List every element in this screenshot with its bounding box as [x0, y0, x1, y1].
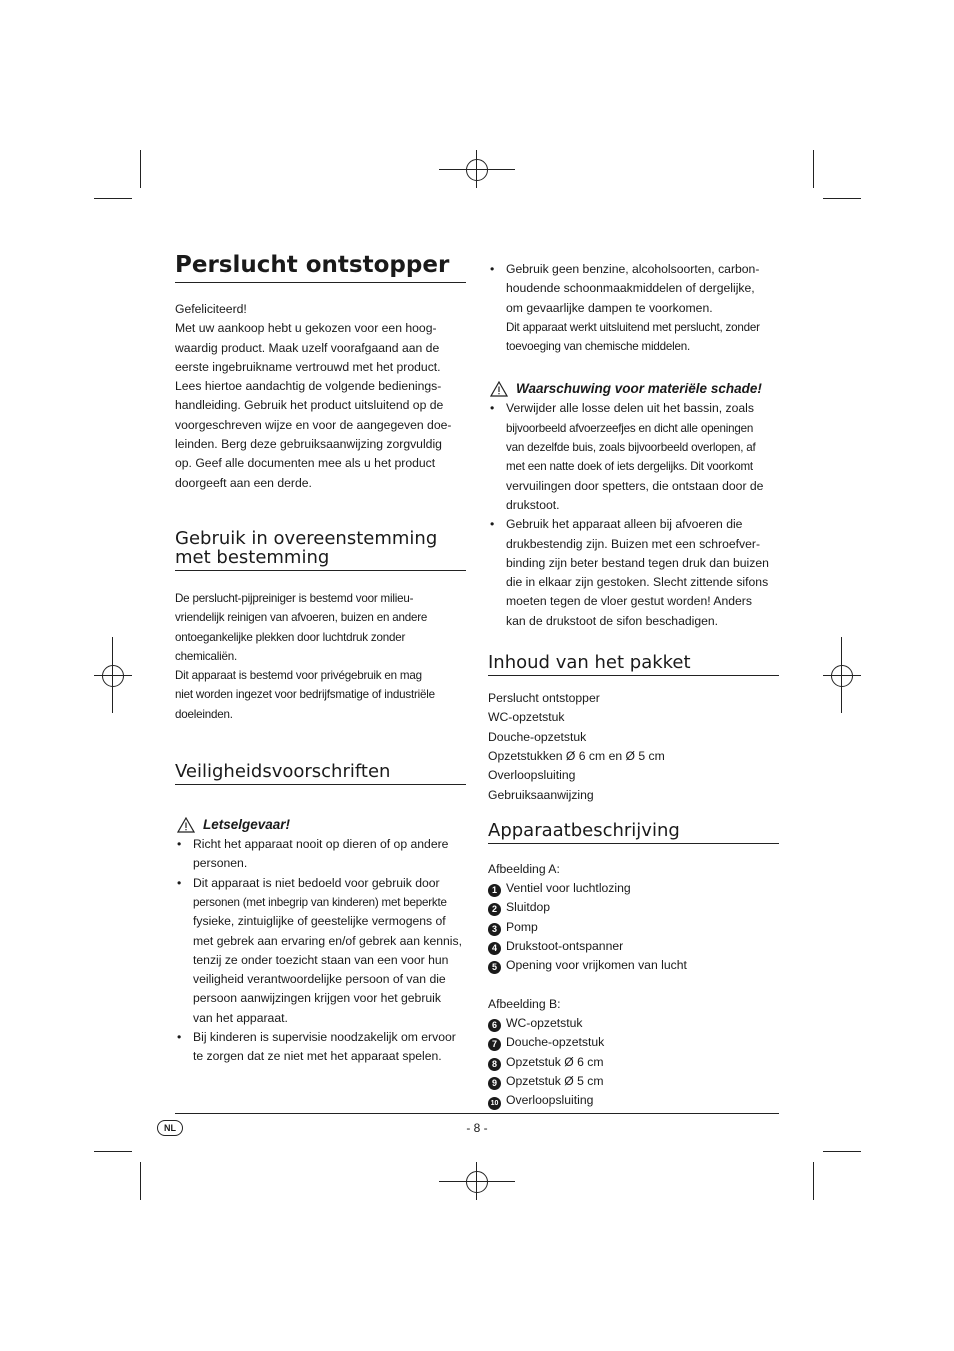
package-list — [488, 689, 779, 805]
number-badge: 4 — [488, 942, 501, 955]
right-column — [488, 250, 779, 1110]
page-number: - 8 - — [466, 1121, 488, 1135]
right-top-list — [488, 260, 779, 356]
warning-triangle-icon — [177, 817, 195, 833]
footer-divider — [175, 1113, 779, 1114]
list-item: 3 Pomp — [488, 918, 779, 937]
list-item: 2 Sluitdop — [488, 898, 779, 917]
list-item: 6 WC-opzetstuk — [488, 1014, 779, 1033]
intended-use-heading: Gebruik in overeenstemming met bestemming — [175, 529, 466, 571]
safety-list — [175, 835, 466, 1067]
list-item: • Gebruik het apparaat alleen bij afvoeren die drukbestendig zijn. Buizen met een schroefver- binding zijn beter bestand tegen druk dan buizen die in elkaar zijn gestoken. Slecht zittende sifons moeten tegen de vloer gestut worden! Anders kan de drukstoot de sifon beschadigen. — [488, 515, 779, 631]
number-badge: 1 — [488, 884, 501, 897]
material-warning-list — [488, 399, 779, 631]
list-item: WC-opzetstuk — [488, 710, 565, 725]
list-item: Perslucht ontstopper — [488, 691, 600, 706]
list-item: • Bij kinderen is supervisie noodzakelijk om ervoor te zorgen dat ze niet met het apparaat spelen. — [175, 1028, 466, 1067]
number-badge: 10 — [488, 1097, 501, 1110]
list-item: Overloopsluiting — [488, 768, 576, 783]
list-item: 8 Opzetstuk Ø 6 cm — [488, 1053, 779, 1072]
warning-triangle-icon — [490, 381, 508, 397]
intended-use-text: De perslucht-pijpreiniger is bestemd voor milieu- vriendelijk reinigen van afvoeren, buizen en andere ontoegankelijke plekken door luchtdruk zonder chemicaliën. Dit apparaat is bestemd voor privégebruik en mag niet worden ingezet voor bedrijfsmatige of industriële doeleinden. — [175, 591, 435, 721]
list-item: 1 Ventiel voor luchtlozing — [488, 879, 779, 898]
list-item: 10 Overloopsluiting — [488, 1091, 779, 1110]
number-badge: 3 — [488, 923, 501, 936]
number-badge: 7 — [488, 1038, 501, 1051]
list-item: Opzetstukken Ø 6 cm en Ø 5 cm — [488, 748, 665, 763]
package-heading: Inhoud van het pakket — [488, 653, 779, 676]
intro-text: Gefeliciteerd! Met uw aankoop hebt u gekozen voor een hoog- waardig product. Maak uzelf voorafgaand aan de eerste ingebruikname vertrouwd met het product. Lees hiertoe aandachtig de volgende bedienings- handleiding. Gebruik het product uitsluitend op de voorgeschreven wijze en voor de aangegeven doe- leinden. Berg deze gebruiksaanwijzing zorgvuldig op. Geef alle documenten mee als u het product doorgeeft aan een derde. — [175, 302, 452, 490]
material-warning: Waarschuwing voor materiële schade! — [488, 379, 779, 399]
list-item: 9 Opzetstuk Ø 5 cm — [488, 1072, 779, 1091]
injury-warning: Letselgevaar! — [175, 815, 466, 835]
list-item: • Gebruik geen benzine, alcoholsoorten, carbon- houdende schoonmaakmiddelen of dergelijke, om gevaarlijke dampen te voorkomen. Dit apparaat werkt uitsluitend met perslucht, zonder toevoeging van chemische middelen. — [488, 260, 779, 356]
number-badge: 9 — [488, 1077, 501, 1090]
list-item: • Verwijder alle losse delen uit het bassin, zoals bijvoorbeeld afvoerzeefjes en dicht alle openingen van dezelfde buis, zoals bijvoorbeeld overlopen, af met een natte doek of iets dergelijks. Dit voorkomt vervuilingen door spetters, die ontstaan door de drukstoot. — [488, 399, 779, 515]
description-heading: Apparaatbeschrijving — [488, 821, 779, 844]
description-list: Afbeelding A: 1 Ventiel voor luchtlozing 2 Sluitdop 3 Pomp 4 Drukstoot-ontspanner 5 Opening voor vrijkomen van lucht Afbeelding B: 6 WC-opzetstuk 7 Douche-opzetstuk 8 Opzetstuk Ø 6 cm 9 Opzetstuk Ø 5 cm 10 Overloopsluiting — [488, 860, 779, 1111]
number-badge: 6 — [488, 1019, 501, 1032]
list-item: 7 Douche-opzetstuk — [488, 1033, 779, 1052]
list-item: 5 Opening voor vrijkomen van lucht — [488, 956, 779, 975]
list-item: Douche-opzetstuk — [488, 729, 587, 744]
left-column — [175, 250, 466, 1067]
number-badge: 2 — [488, 903, 501, 916]
safety-heading: Veiligheidsvoorschriften — [175, 762, 466, 785]
number-badge: 8 — [488, 1058, 501, 1071]
language-badge: NL — [157, 1120, 183, 1136]
list-item: Gebruiksaanwijzing — [488, 787, 594, 802]
list-item: 4 Drukstoot-ontspanner — [488, 937, 779, 956]
page-title: Perslucht ontstopper — [175, 250, 466, 283]
list-item: • Dit apparaat is niet bedoeld voor gebruik door personen (met inbegrip van kinderen) met beperkte fysieke, zintuiglijke of geestelijke vermogens of met gebrek aan ervaring en/of gebrek aan kennis, tenzij ze onder toezicht staan van een voor hun veiligheid verantwoordelijke persoon of van die persoon aanwijzingen krijgen voor het gebruik van het apparaat. — [175, 874, 466, 1028]
number-badge: 5 — [488, 961, 501, 974]
list-item: • Richt het apparaat nooit op dieren of op andere personen. — [175, 835, 466, 874]
